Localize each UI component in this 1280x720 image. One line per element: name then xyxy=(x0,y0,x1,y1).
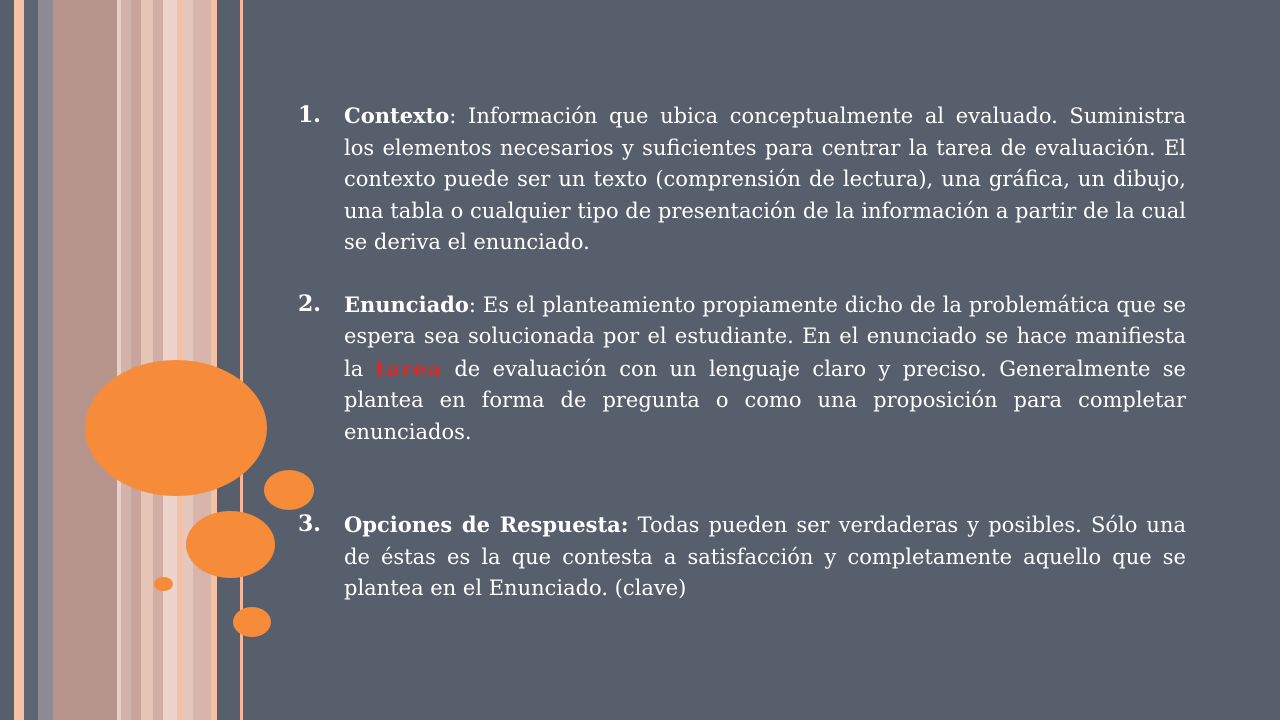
stripe xyxy=(131,0,141,720)
list-number: 1. xyxy=(298,102,321,128)
term-contexto: Contexto xyxy=(344,103,450,128)
stripe xyxy=(193,0,211,720)
definition-list xyxy=(298,100,1186,605)
list-item-text xyxy=(344,100,1186,259)
definition-text: Es el planteamiento propiamente dicho de la problemática que se espera sea solucionada por el estudiante. En el enunciado se hace manifiesta la xyxy=(344,292,1186,381)
list-item-enunciado xyxy=(298,289,1186,449)
term-opciones: Opciones de Respuesta: xyxy=(344,512,629,537)
definition-text: de evaluación con un lenguaje claro y preciso. Generalmente se plantea en forma de pregunta o como una proposición para completar enunciados. xyxy=(344,356,1186,444)
stripe xyxy=(53,0,117,720)
term-enunciado: Enunciado xyxy=(344,291,469,317)
list-item-text xyxy=(344,289,1186,449)
list-item-contexto xyxy=(298,100,1186,259)
highlighted-word: tarea xyxy=(375,355,442,381)
list-item-text xyxy=(344,509,1186,605)
list-item-opciones xyxy=(298,509,1186,605)
term-separator: : xyxy=(468,292,476,317)
stripe xyxy=(24,0,38,720)
term-separator: : xyxy=(449,104,457,128)
definition-text: Información que ubica conceptualmente al evaluado. Suministra los elementos necesarios y suficientes para centrar la tarea de evaluación. El contexto puede ser un texto (comprensión de lectura), una gráfica, un dibujo, una tabla o cualquier tipo de presentación de la información a partir de la cual se deriva el enunciado. xyxy=(344,104,1186,254)
small-circle xyxy=(233,607,271,637)
stripe xyxy=(0,0,14,720)
large-circle xyxy=(85,360,267,496)
medium-circle xyxy=(186,511,275,578)
stripe xyxy=(14,0,24,720)
stripe xyxy=(121,0,131,720)
list-number: 2. xyxy=(298,290,321,317)
tiny-circle xyxy=(154,577,173,591)
definition-text: Todas pueden ser verdaderas y posibles. Sólo una de éstas es la que contesta a satisfacción y completamente aquello que se plantea en el Enunciado. (clave) xyxy=(344,513,1186,600)
list-number: 3. xyxy=(298,511,321,537)
stripe xyxy=(141,0,153,720)
stripe xyxy=(38,0,53,720)
